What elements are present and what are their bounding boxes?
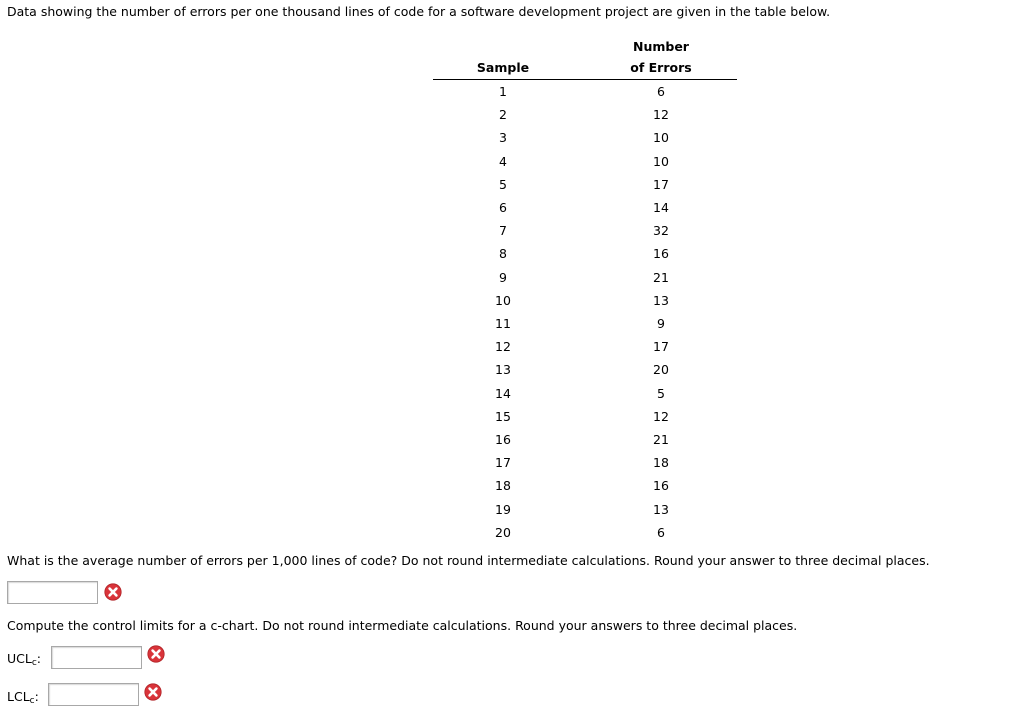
average-answer-input[interactable] — [7, 581, 98, 604]
lcl-label — [7, 689, 39, 709]
cell-errors: 5 — [657, 385, 665, 401]
cell-sample: 16 — [495, 432, 511, 448]
table-row — [433, 474, 737, 497]
header-errors-line2: of Errors — [573, 57, 737, 80]
cell-sample: 12 — [495, 339, 511, 355]
table-row — [433, 521, 737, 544]
table-row — [433, 196, 737, 219]
lcl-label-colon: : — [34, 689, 39, 704]
cell-errors: 16 — [653, 478, 669, 494]
header-sample-top — [433, 36, 573, 57]
lcl-label-text: LCL — [7, 689, 30, 704]
cell-sample: 5 — [499, 176, 507, 192]
cell-errors: 13 — [653, 501, 669, 517]
x-circle-icon — [147, 645, 165, 663]
cell-sample: 17 — [495, 455, 511, 471]
table-row — [433, 219, 737, 242]
cell-sample: 9 — [499, 269, 507, 285]
table-row — [433, 312, 737, 335]
cell-errors: 13 — [653, 292, 669, 308]
ucl-label-sub: c — [31, 658, 37, 668]
cell-errors: 12 — [653, 107, 669, 123]
cell-sample: 3 — [499, 130, 507, 146]
cell-errors: 10 — [653, 153, 669, 169]
table-row — [433, 405, 737, 428]
cell-errors: 32 — [653, 223, 669, 239]
x-circle-icon — [104, 583, 122, 601]
cell-sample: 2 — [499, 107, 507, 123]
table-row — [433, 242, 737, 265]
header-sample: Sample — [433, 57, 573, 80]
x-circle-icon — [144, 683, 162, 701]
cell-errors: 21 — [653, 432, 669, 448]
cell-errors: 14 — [653, 200, 669, 216]
ucl-label-text: UCL — [7, 651, 32, 666]
cell-errors: 10 — [653, 130, 669, 146]
cell-sample: 7 — [499, 223, 507, 239]
table-row — [433, 150, 737, 173]
cell-errors: 18 — [653, 455, 669, 471]
cell-errors: 17 — [653, 339, 669, 355]
cell-sample: 18 — [495, 478, 511, 494]
table-row — [433, 103, 737, 126]
table-header-row-top — [433, 36, 737, 57]
intro-text: Data showing the number of errors per one thousand lines of code for a software development project are given in the table below. — [7, 4, 831, 19]
lcl-answer-input[interactable] — [48, 683, 139, 706]
ucl-answer-input[interactable] — [51, 646, 142, 669]
lcl-label-sub: c — [29, 696, 35, 706]
question-control-limits: Compute the control limits for a c-chart. Do not round intermediate calculations. Round your answers to three decimal places. — [7, 618, 798, 633]
ucl-label-colon: : — [36, 651, 42, 666]
cell-errors: 16 — [653, 246, 669, 262]
cell-errors: 20 — [653, 362, 669, 378]
cell-errors: 12 — [653, 408, 669, 424]
cell-sample: 4 — [499, 153, 507, 169]
cell-sample: 6 — [499, 200, 507, 216]
header-errors-line1: Number — [633, 39, 689, 54]
table-body — [433, 80, 737, 545]
ucl-label — [7, 651, 41, 671]
cell-sample: 1 — [499, 84, 507, 99]
table-row — [433, 289, 737, 312]
cell-errors: 6 — [657, 84, 665, 99]
table-row — [433, 451, 737, 474]
table-row — [433, 173, 737, 196]
question-average: What is the average number of errors per 1,000 lines of code? Do not round intermediate calculations. Round your answer to three decimal places. — [7, 553, 930, 568]
cell-sample: 19 — [495, 501, 511, 517]
table-row — [433, 335, 737, 358]
data-table-container — [433, 36, 737, 544]
cell-sample: 8 — [499, 246, 507, 262]
cell-errors: 6 — [657, 524, 665, 540]
cell-sample: 20 — [495, 524, 511, 540]
cell-errors: 9 — [657, 316, 665, 332]
cell-sample: 13 — [495, 362, 511, 378]
table-row — [433, 382, 737, 405]
table-row — [433, 498, 737, 521]
table-row — [433, 80, 737, 104]
table-row — [433, 126, 737, 149]
table-row — [433, 428, 737, 451]
cell-sample: 10 — [495, 292, 511, 308]
cell-errors: 17 — [653, 176, 669, 192]
cell-sample: 11 — [495, 316, 511, 332]
table-row — [433, 358, 737, 381]
cell-errors: 21 — [653, 269, 669, 285]
data-table — [433, 36, 737, 544]
table-row — [433, 266, 737, 289]
cell-sample: 15 — [495, 408, 511, 424]
table-header-row — [433, 57, 737, 80]
cell-sample: 14 — [495, 385, 511, 401]
